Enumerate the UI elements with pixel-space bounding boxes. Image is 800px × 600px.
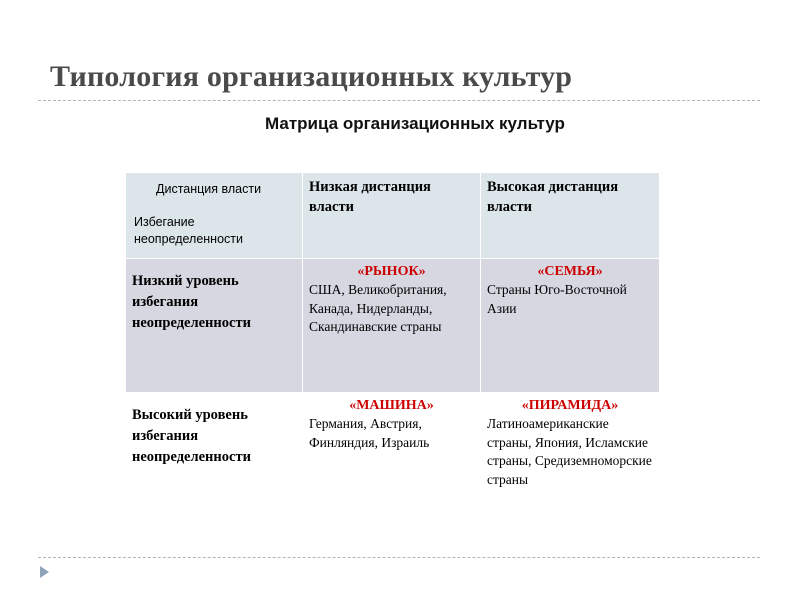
quadrant-description: США, Великобритания, Канада, Нидерланды, Скандинавские страны (309, 282, 447, 334)
quadrant-name: «МАШИНА» (349, 398, 434, 413)
row-header-low-uncertainty: Низкий уровень избегания неопределенности (126, 259, 303, 393)
quadrant-name: «РЫНОК» (357, 264, 426, 279)
culture-matrix-table (125, 172, 660, 527)
column-header-low-power-distance (303, 173, 481, 259)
matrix-corner-cell (126, 173, 303, 259)
row-header-high-uncertainty: Высокий уровень избегания неопределенности (126, 393, 303, 527)
column-header-high-power-distance (481, 173, 660, 259)
quadrant-name: «СЕМЬЯ» (537, 264, 603, 279)
quadrant-description: Латиноамериканские страны, Япония, Исламские страны, Средиземноморские страны (487, 416, 652, 487)
quadrant-description: Страны Юго-Восточной Азии (487, 282, 627, 316)
corner-uncertainty-avoidance-label: Избегание неопределенности (134, 215, 243, 246)
quadrant-family (481, 259, 660, 393)
corner-power-distance-label: Дистанция власти (156, 182, 262, 196)
matrix-subtitle: Матрица организационных культур (265, 114, 565, 133)
quadrant-name: «ПИРАМИДА» (521, 398, 619, 413)
matrix-header-row (126, 173, 660, 259)
triangle-right-icon[interactable] (40, 566, 49, 578)
quadrant-machine (303, 393, 481, 527)
matrix-row-high-uncertainty (126, 393, 660, 527)
title-divider (38, 100, 760, 101)
quadrant-pyramid (481, 393, 660, 527)
footer-divider (38, 557, 760, 558)
quadrant-description: Германия, Австрия, Финляндия, Израиль (309, 416, 430, 450)
slide-title: Типология организационных культур (50, 60, 573, 93)
column-header-label: Высокая дистанция власти (487, 179, 619, 215)
matrix-row-low-uncertainty (126, 259, 660, 393)
quadrant-market (303, 259, 481, 393)
column-header-label: Низкая дистанция власти (309, 179, 431, 215)
